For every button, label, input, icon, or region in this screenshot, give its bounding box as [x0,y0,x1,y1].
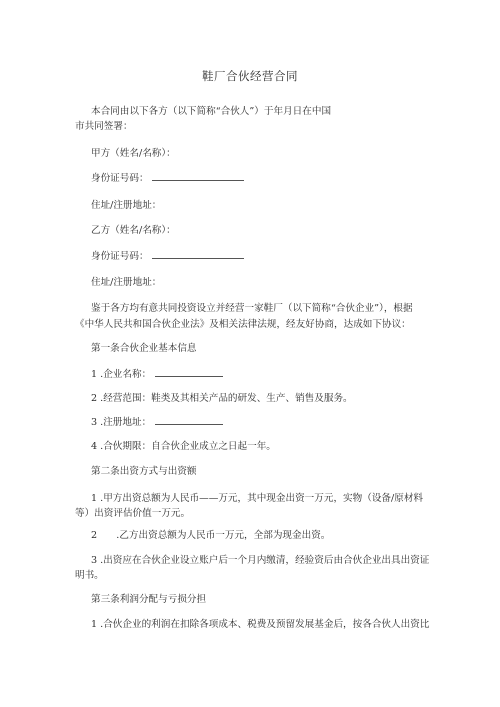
article-2-item-3-line-2: 明书。 [75,570,104,581]
party-a-id-blank [152,171,244,181]
recital-line-1: 鉴于各方均有意共同投资设立并经营一家鞋厂（以下简称“合伙企业”），根据 [91,303,413,314]
article-2-item-3-line-1: 3 .出资应在合伙企业设立账户后一个月内缴清，经验资后由合伙企业出具出资证 [91,555,430,566]
party-a-id-label: 身份证号码： [91,173,149,184]
document-title: 鞋厂合伙经营合同 [202,69,298,83]
article-1-item-1 [91,366,223,380]
article-1-heading: 第一条合伙企业基本信息 [91,343,197,354]
party-b-id-row [91,248,244,262]
article-3-item-1: 1 .合伙企业的利润在扣除各项成本、税费及预留发展基金后，按各合伙人出资比 [91,619,430,630]
registered-address-label: 3 .注册地址： [91,417,152,428]
party-a-name-label: 甲方（姓名/名称）： [91,148,176,159]
intro-line-2: 市共同签署： [75,121,133,132]
party-a-id-row [91,170,244,184]
article-2-item-2: 2 .乙方出资总额为人民币一万元，全部为现金出资。 [91,530,331,541]
intro-line-1: 本合同由以下各方（以下简称“合伙人”）于年月日在中国 [91,106,332,117]
article-2-item-1-line-1: 1 .甲方出资总额为人民币——万元，其中现金出资一万元，实物（设备/原材料 [91,493,424,504]
party-a-address-label: 住址/注册地址： [91,200,162,211]
recital-line-2: 《中华人民共和国合伙企业法》及相关法律法规，经友好协商，达成如下协议： [75,319,411,330]
article-1-item-3 [91,414,223,428]
article-2-heading: 第二条出资方式与出资额 [91,466,197,477]
party-b-name-label: 乙方（姓名/名称）： [91,225,176,236]
article-2-item-1-line-2: 等）出资评估价值一万元。 [75,508,191,519]
article-1-item-4: 4 .合伙期限：自合伙企业成立之日起一年。 [91,441,276,452]
registered-address-blank [155,415,223,425]
company-name-label: 1 .企业名称： [91,369,152,380]
company-name-blank [155,367,223,377]
article-3-heading: 第三条利润分配与亏损分担 [91,594,207,605]
article-1-item-2: 2 .经营范围：鞋类及其相关产品的研发、生产、销售及服务。 [91,393,353,404]
party-b-id-label: 身份证号码： [91,251,149,262]
party-b-address-label: 住址/注册地址： [91,277,162,288]
party-b-id-blank [152,249,244,259]
